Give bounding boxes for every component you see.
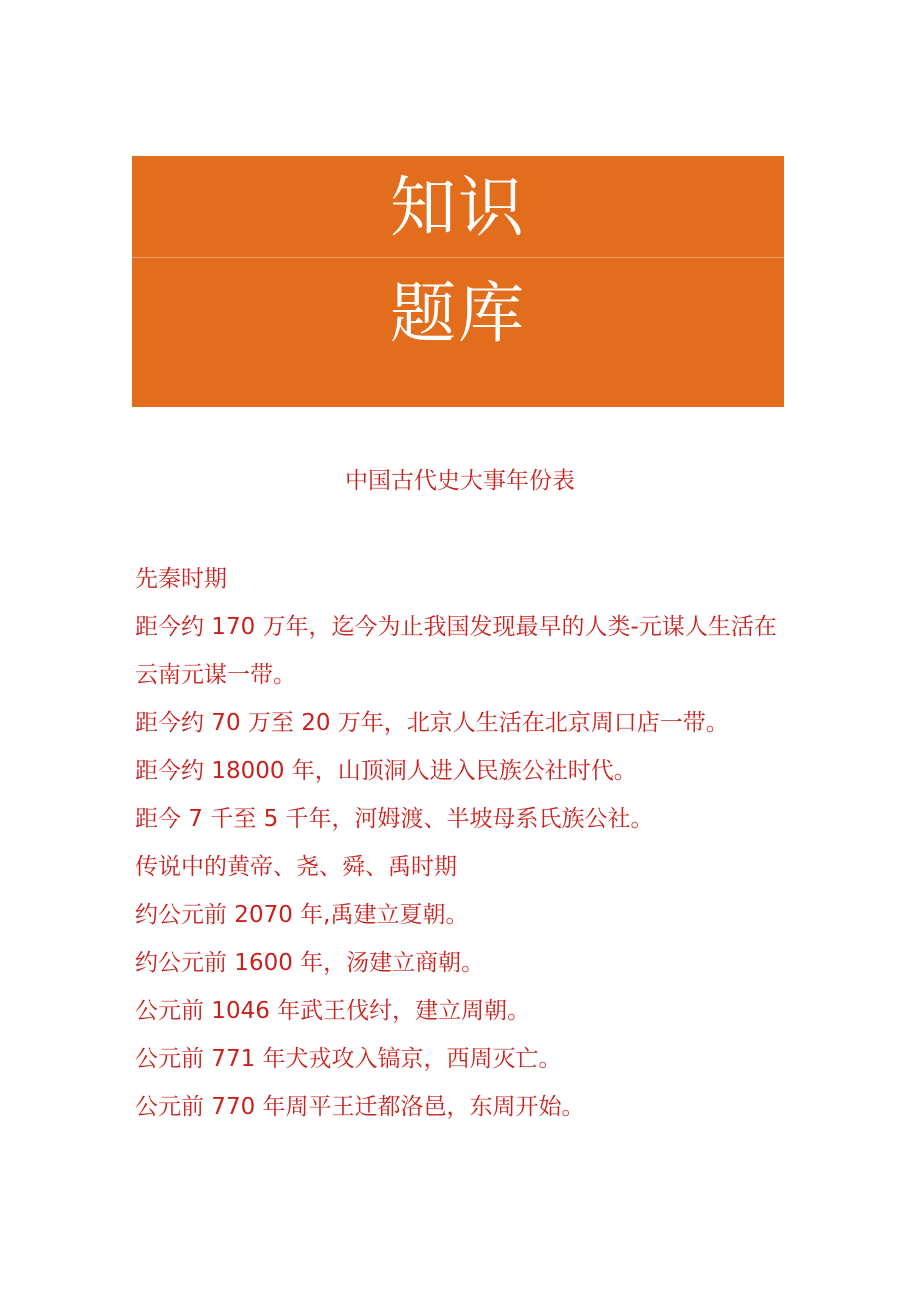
banner-title-line-2: 题库 [390, 275, 526, 352]
event-paragraph: 距今 7 千至 5 千年，河姆渡、半坡母系氏族公社。 [135, 806, 654, 832]
banner-divider [132, 257, 784, 258]
banner-title-line-1: 知识 [390, 169, 526, 246]
title-banner [132, 156, 784, 407]
event-paragraph: 距今约 170 万年，迄今为止我国发现最早的人类-元谋人生活在云南元谋一带。 [135, 614, 777, 688]
event-paragraph: 约公元前 1600 年，汤建立商朝。 [135, 950, 485, 976]
document-body [135, 565, 785, 1141]
event-paragraph: 公元前 770 年周平王迁都洛邑，东周开始。 [135, 1094, 585, 1120]
event-paragraph: 距今约 18000 年，山顶洞人进入民族公社时代。 [135, 758, 637, 784]
event-paragraph: 约公元前 2070 年,禹建立夏朝。 [135, 902, 469, 928]
event-paragraph: 公元前 1046 年武王伐纣，建立周朝。 [135, 998, 531, 1024]
section-heading: 先秦时期 [135, 566, 227, 592]
event-paragraph: 公元前 771 年犬戎攻入镐京，西周灭亡。 [135, 1046, 562, 1072]
document-title: 中国古代史大事年份表 [345, 468, 575, 494]
section-heading: 传说中的黄帝、尧、舜、禹时期 [135, 854, 457, 880]
event-paragraph: 距今约 70 万至 20 万年，北京人生活在北京周口店一带。 [135, 710, 729, 736]
